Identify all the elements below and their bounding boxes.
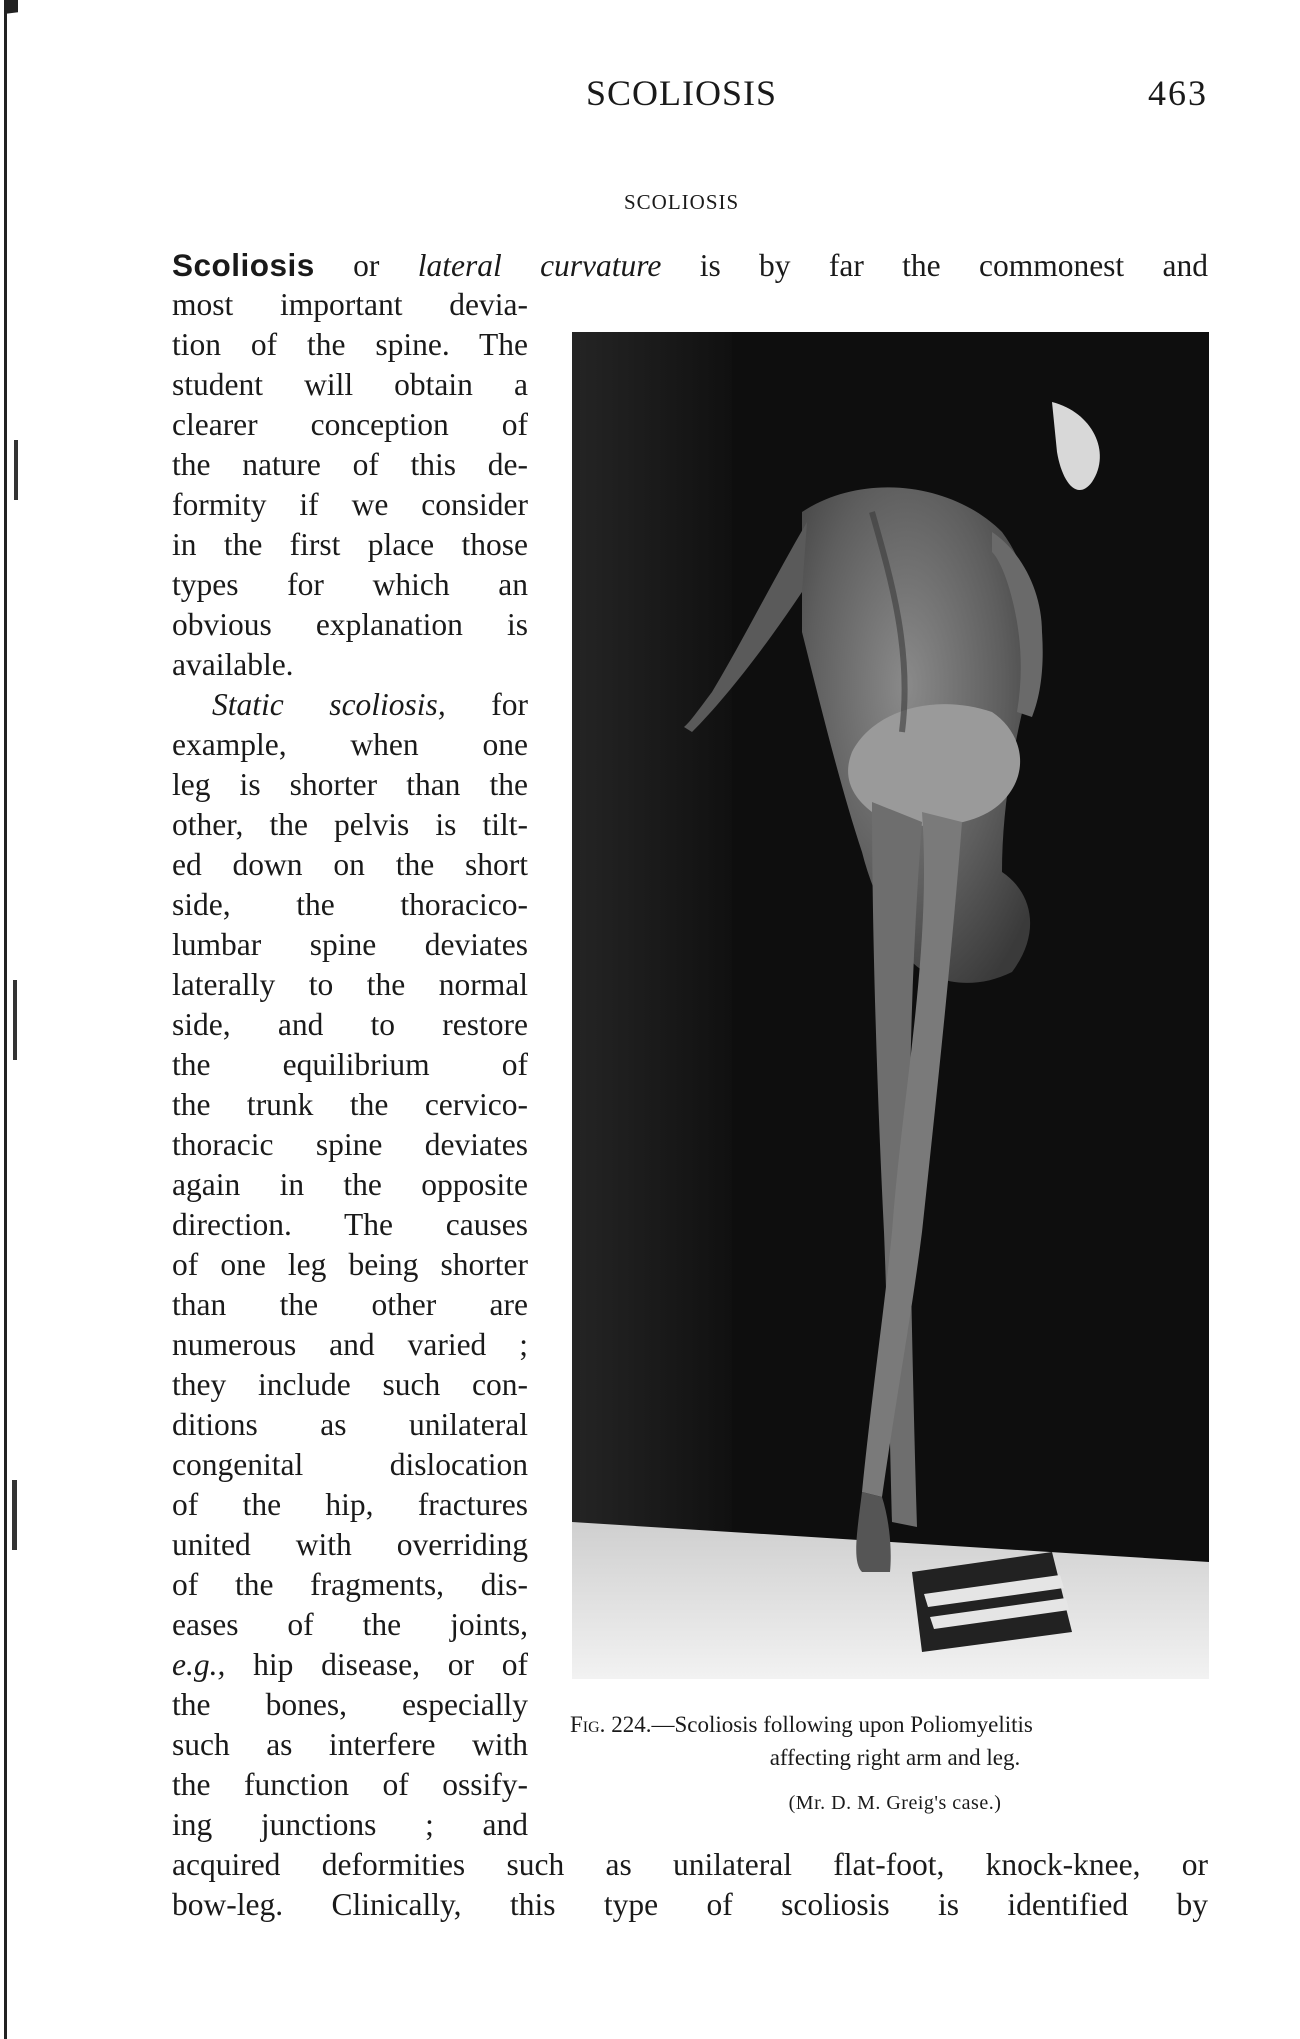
- text-rest: is by far the commonest and: [661, 248, 1208, 283]
- figure-photograph: [572, 332, 1209, 1679]
- text-line: leg is shorter than the: [172, 767, 528, 802]
- figure-caption-line-1: [570, 1712, 1220, 1738]
- text-line: congenital dislocation: [172, 1447, 528, 1482]
- term-static-scoliosis: Static scoliosis,: [212, 687, 446, 722]
- text-line: obvious explanation is: [172, 607, 528, 642]
- text-or: or: [314, 248, 418, 283]
- text-line: laterally to the normal: [172, 967, 528, 1002]
- paragraph-opening-line: [172, 245, 1208, 286]
- text-line: lumbar spine deviates: [172, 927, 528, 962]
- text-line: direction. The causes: [172, 1207, 528, 1242]
- caption-text: 224.—Scoliosis following upon Poliomyelitis: [605, 1712, 1033, 1737]
- fig-label: Fig.: [570, 1712, 606, 1737]
- page-number: 463: [1148, 73, 1208, 113]
- term-scoliosis: Scoliosis: [172, 247, 315, 283]
- term-curvature: curvature: [540, 248, 662, 283]
- text-line: united with overriding: [172, 1527, 528, 1562]
- text-line: example, when one: [172, 727, 528, 762]
- text-line: the equilibrium of: [172, 1047, 528, 1082]
- text-line: types for which an: [172, 567, 528, 602]
- text-line: thoracic spine deviates: [172, 1127, 528, 1162]
- text-line: most important devia-: [172, 287, 528, 322]
- text-line: student will obtain a: [172, 367, 528, 402]
- text-line: the bones, especially: [172, 1687, 528, 1722]
- term-lateral: lateral: [417, 248, 502, 283]
- text-rest: hip disease, or of: [225, 1647, 528, 1682]
- text-line: clearer conception of: [172, 407, 528, 442]
- figure-credit: (Mr. D. M. Greig's case.): [788, 1792, 1002, 1814]
- text-line: formity if we consider: [172, 487, 528, 522]
- text-line: in the first place those: [172, 527, 528, 562]
- text-line: the trunk the cervico-: [172, 1087, 528, 1122]
- text-line: such as interfere with: [172, 1727, 528, 1762]
- figure-caption-line-2: affecting right arm and leg.: [769, 1745, 1021, 1770]
- text-line: of the hip, fractures: [172, 1487, 528, 1522]
- paragraph-eg-line: [172, 1645, 528, 1685]
- text-line: ed down on the short: [172, 847, 528, 882]
- text-line: ditions as unilateral: [172, 1407, 528, 1442]
- text-line: of one leg being shorter: [172, 1247, 528, 1282]
- text-line: side, the thoracico-: [172, 887, 528, 922]
- text-line: of the fragments, dis-: [172, 1567, 528, 1602]
- term-eg: e.g.,: [172, 1647, 226, 1682]
- text-line: tion of the spine. The: [172, 327, 528, 362]
- text-line: they include such con-: [172, 1367, 528, 1402]
- text-line: the nature of this de-: [172, 447, 528, 482]
- text-line-full: bow-leg. Clinically, this type of scoliosis is identified by: [172, 1887, 1208, 1922]
- patient-photo-illustration: [572, 332, 1209, 1679]
- text-rest: for: [445, 687, 529, 722]
- paragraph-static-line: [172, 685, 528, 725]
- text-line: ing junctions ; and: [172, 1807, 528, 1842]
- section-heading: SCOLIOSIS: [624, 190, 740, 214]
- text-line: side, and to restore: [172, 1007, 528, 1042]
- text-line: the function of ossify-: [172, 1767, 528, 1802]
- text-line: numerous and varied ;: [172, 1327, 528, 1362]
- binding-edge: [0, 0, 18, 2039]
- running-head: SCOLIOSIS: [586, 73, 778, 113]
- text-line-full: acquired deformities such as unilateral flat-foot, knock-knee, or: [172, 1847, 1208, 1882]
- text-line: than the other are: [172, 1287, 528, 1322]
- text-line: again in the opposite: [172, 1167, 528, 1202]
- text-line: eases of the joints,: [172, 1607, 528, 1642]
- text-line: available.: [172, 647, 294, 682]
- text-line: other, the pelvis is tilt-: [172, 807, 528, 842]
